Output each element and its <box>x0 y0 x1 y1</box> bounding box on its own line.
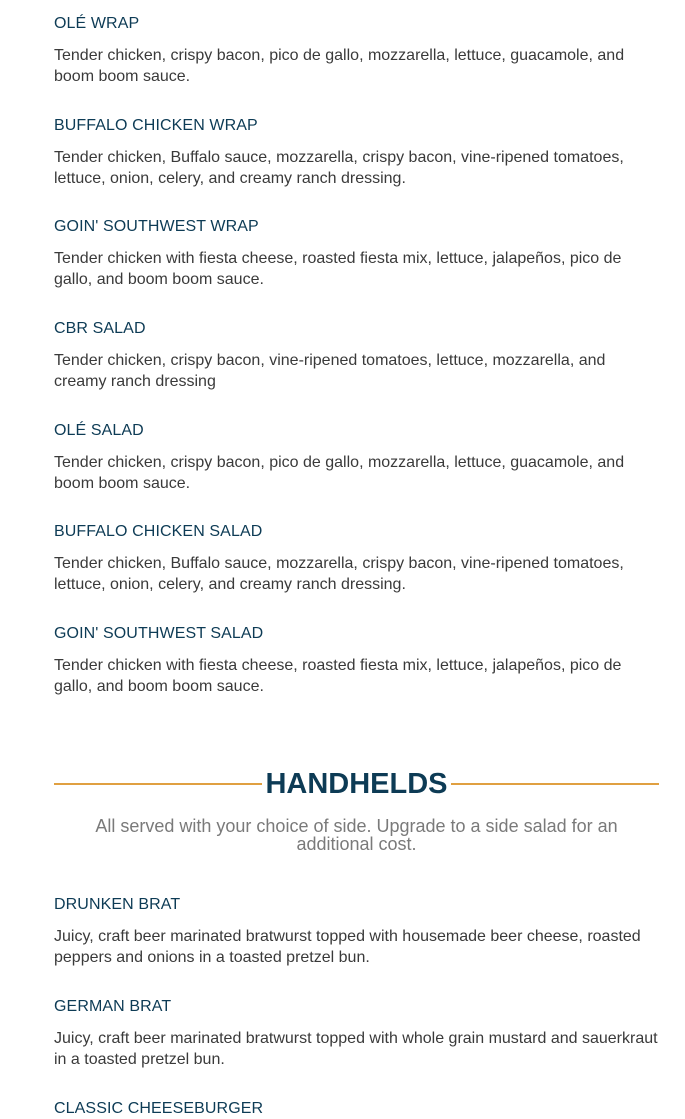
menu-item-goin-southwest-salad <box>54 624 659 697</box>
item-description: Juicy, craft beer marinated bratwurst topped with housemade beer cheese, roasted peppers and onions in a toasted pretzel bun. <box>54 928 641 966</box>
menu-item-cbr-salad <box>54 319 659 392</box>
menu-item-ole-salad <box>54 421 659 494</box>
divider-rule-left <box>54 783 262 785</box>
section-note: All served with your choice of side. Upgrade to a side salad for an additional cost. <box>95 816 618 854</box>
item-title: CBR SALAD <box>54 320 146 337</box>
item-title: OLÉ WRAP <box>54 15 140 32</box>
menu-item-drunken-brat <box>54 895 659 968</box>
menu-item-german-brat <box>54 997 659 1070</box>
menu-item-buffalo-chicken-wrap <box>54 116 659 189</box>
item-title: GOIN' SOUTHWEST WRAP <box>54 218 259 235</box>
item-title: BUFFALO CHICKEN SALAD <box>54 523 263 540</box>
item-description: Juicy, craft beer marinated bratwurst topped with whole grain mustard and sauerkraut in a toasted pretzel bun. <box>54 1030 658 1068</box>
item-title: GERMAN BRAT <box>54 998 172 1015</box>
item-description: Tender chicken with fiesta cheese, roasted fiesta mix, lettuce, jalapeños, pico de gallo, and boom boom sauce. <box>54 657 622 695</box>
divider-rule-right <box>451 783 659 785</box>
item-description: Tender chicken, crispy bacon, pico de gallo, mozzarella, lettuce, guacamole, and boom boom sauce. <box>54 454 625 492</box>
item-description: Tender chicken, Buffalo sauce, mozzarella, crispy bacon, vine-ripened tomatoes, lettuce, onion, celery, and creamy ranch dressing. <box>54 149 624 187</box>
item-description: Tender chicken, crispy bacon, pico de gallo, mozzarella, lettuce, guacamole, and boom boom sauce. <box>54 47 625 85</box>
section-title: HANDHELDS <box>265 768 448 800</box>
menu-item-ole-wrap <box>54 14 659 87</box>
item-title: DRUNKEN BRAT <box>54 896 181 913</box>
item-title: OLÉ SALAD <box>54 422 144 439</box>
menu-item-goin-southwest-wrap <box>54 217 659 290</box>
item-description: Tender chicken, crispy bacon, vine-ripened tomatoes, lettuce, mozzarella, and creamy ranch dressing <box>54 352 606 390</box>
item-description: Tender chicken with fiesta cheese, roasted fiesta mix, lettuce, jalapeños, pico de gallo, and boom boom sauce. <box>54 250 622 288</box>
item-title: BUFFALO CHICKEN WRAP <box>54 117 258 134</box>
item-title: GOIN' SOUTHWEST SALAD <box>54 625 264 642</box>
item-description: Tender chicken, Buffalo sauce, mozzarella, crispy bacon, vine-ripened tomatoes, lettuce, onion, celery, and creamy ranch dressing. <box>54 555 624 593</box>
menu-item-classic-cheeseburger <box>54 1099 659 1119</box>
section-header-handhelds <box>54 766 659 802</box>
item-title: CLASSIC CHEESEBURGER <box>54 1100 264 1117</box>
menu-item-buffalo-chicken-salad <box>54 522 659 595</box>
